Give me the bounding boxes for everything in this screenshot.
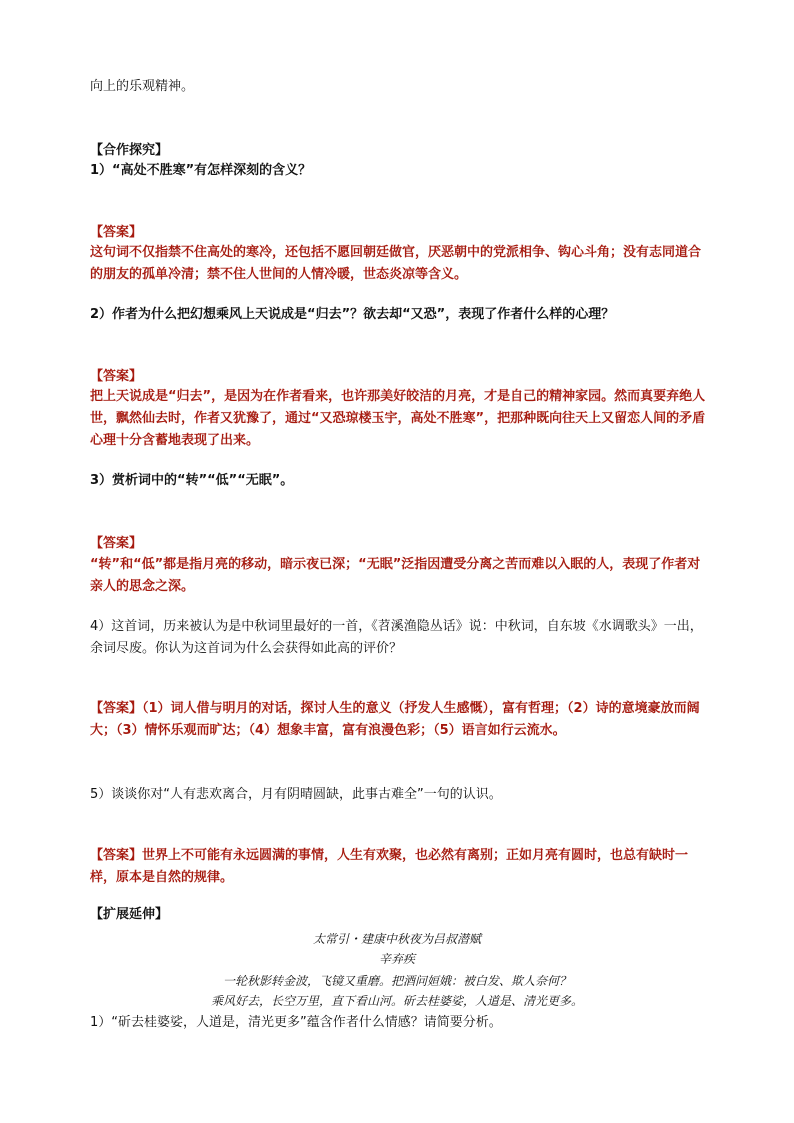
poem-line-1: 一轮秋影转金波，飞镜又重磨。把酒问姮娥：被白发、欺人奈何？ [222, 974, 571, 988]
section-heading-extension: 【扩展延伸】 [90, 907, 169, 922]
section-heading-cooperative: 【合作探究】 [90, 143, 169, 158]
question-2: 2）作者为什么把幻想乘风上天说成是“归去”？欲去却“又恐”，表现了作者什么样的心理？ [90, 307, 615, 322]
poem-title: 太常引・建康中秋夜为吕叔潜赋 [312, 932, 481, 946]
answer-label-5: 【答案】 [90, 848, 143, 863]
extension-question-1: 1）“斫去桂婆娑，人道是，清光更多”蕴含作者什么情感？请简要分析。 [90, 1015, 502, 1030]
answer-label-3: 【答案】 [90, 536, 143, 551]
answer-label-4: 【答案】 [90, 701, 143, 716]
answer-5 [90, 845, 710, 889]
question-3: 3）赏析词中的“转”“低”“无眠”。 [90, 473, 294, 488]
answer-4 [90, 698, 710, 742]
answer-label-2: 【答案】 [90, 369, 143, 384]
answer-4-text: （1）词人借与明月的对话，探讨人生的意义（抒发人生感慨），富有哲理；（2）诗的意境豪放而阔大；（3）情怀乐观而旷达；（4）想象丰富，富有浪漫色彩；（5）语言如行云流水。 [90, 701, 700, 738]
question-5: 5）谈谈你对“人有悲欢离合，月有阴晴圆缺，此事古难全”一句的认识。 [90, 787, 502, 802]
answer-2: 把上天说成是“归去”，是因为在作者看来，也许那美好皎洁的月亮，才是自己的精神家园。然而真要弃绝人世，飘然仙去时，作者又犹豫了，通过“又恐琼楼玉宇，高处不胜寒”，把那种既向往天上又留恋人间的矛盾心理十分含蓄地表现了出来。 [90, 389, 706, 448]
answer-5-text: 世界上不可能有永远圆满的事情，人生有欢聚，也必然有离别；正如月亮有圆时，也总有缺时一样，原本是自然的规律。 [90, 848, 689, 885]
answer-3: “转”和“低”都是指月亮的移动，暗示夜已深；“无眠”泛指因遭受分离之苦而难以入眠的人，表现了作者对亲人的思念之深。 [90, 557, 701, 594]
intro-tail-text: 向上的乐观精神。 [90, 79, 195, 94]
question-4: 4）这首词，历来被认为是中秋词里最好的一首，《苕溪渔隐丛话》说：中秋词，自东坡《水调歌头》一出，余词尽废。你认为这首词为什么会获得如此高的评价？ [90, 619, 703, 656]
poem-line-2: 乘风好去，长空万里，直下看山河。斫去桂婆娑，人道是、清光更多。 [210, 994, 583, 1008]
answer-1: 这句词不仅指禁不住高处的寒冷，还包括不愿回朝廷做官，厌恶朝中的党派相争、钩心斗角；没有志同道合的朋友的孤单冷清；禁不住人世间的人情冷暖，世态炎凉等含义。 [90, 245, 702, 282]
answer-label-1: 【答案】 [90, 225, 143, 240]
poem-author: 辛弃疾 [378, 952, 415, 966]
question-1: 1）“高处不胜寒”有怎样深刻的含义？ [90, 163, 312, 178]
